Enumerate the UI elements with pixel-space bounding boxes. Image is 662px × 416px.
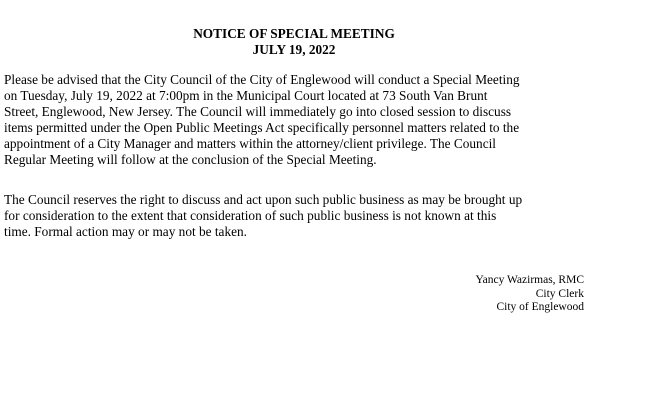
- paragraph-line: Regular Meeting will follow at the conclusion of the Special Meeting.: [4, 152, 377, 167]
- notice-paragraph-reservation: [4, 192, 584, 240]
- paragraph-line: appointment of a City Manager and matters within the attorney/client privilege. The Council: [4, 136, 496, 151]
- paragraph-line: The Council reserves the right to discuss and act upon such public business as may be brought up: [4, 192, 523, 207]
- signature-organization: City of Englewood: [496, 301, 584, 313]
- notice-date: JULY 19, 2022: [252, 42, 336, 57]
- paragraph-line: on Tuesday, July 19, 2022 at 7:00pm in the Municipal Court located at 73 South Van Brunt: [4, 88, 488, 103]
- paragraph-line: Please be advised that the City Council of the City of Englewood will conduct a Special Meeting: [4, 72, 520, 87]
- paragraph-line: for consideration to the extent that consideration of such public business is not known at this: [4, 208, 497, 223]
- signature-block: [475, 274, 584, 315]
- notice-title: NOTICE OF SPECIAL MEETING: [193, 26, 395, 41]
- signature-name: Yancy Wazirmas, RMC: [475, 274, 584, 286]
- paragraph-line: time. Formal action may or may not be taken.: [4, 224, 247, 239]
- notice-paragraph-announcement: [4, 72, 584, 168]
- paragraph-line: Street, Englewood, New Jersey. The Council will immediately go into closed session to discuss: [4, 104, 512, 119]
- signature-position: City Clerk: [535, 287, 584, 300]
- paragraph-line: items permitted under the Open Public Meetings Act specifically personnel matters related to the: [4, 120, 520, 135]
